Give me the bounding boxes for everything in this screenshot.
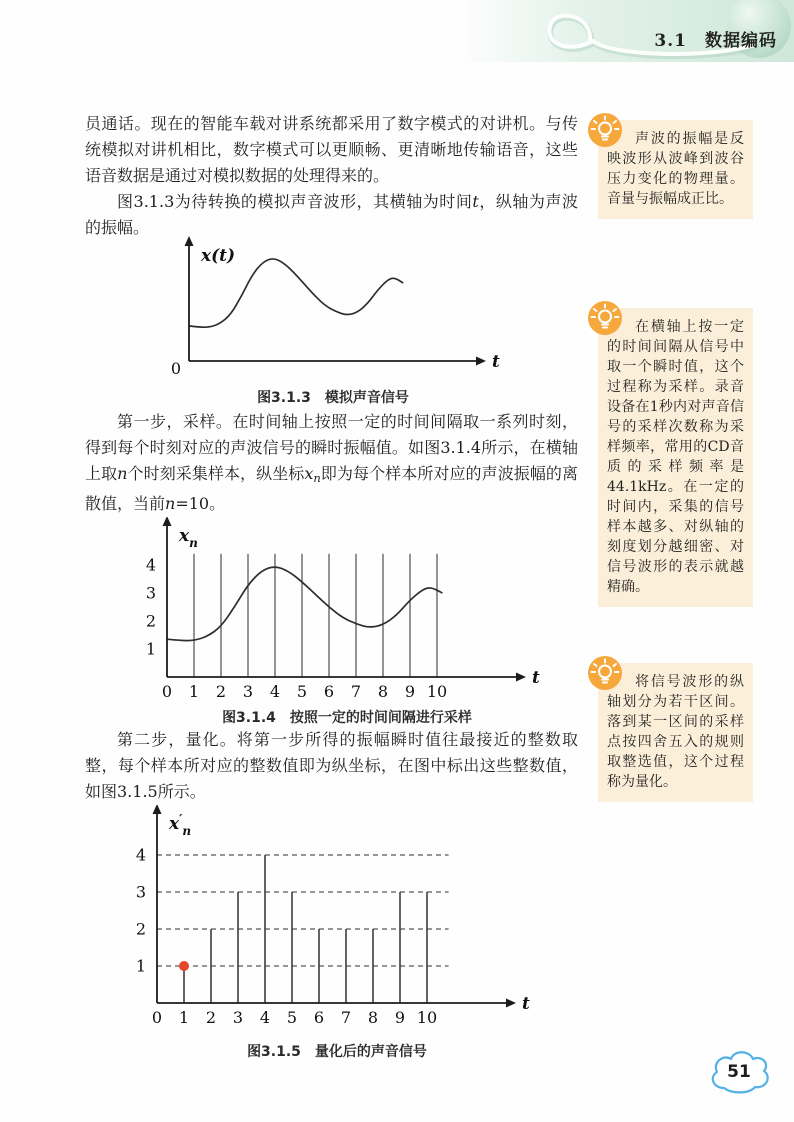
svg-text:0: 0 — [151, 1007, 163, 1027]
svg-text:0: 0 — [161, 681, 173, 701]
figure-3-1-4 — [127, 517, 578, 727]
svg-text:0: 0 — [170, 359, 181, 378]
svg-text:7: 7 — [350, 681, 362, 701]
quantized-chart — [117, 805, 578, 1041]
sidebar-note — [598, 308, 753, 607]
svg-text:4: 4 — [269, 681, 281, 701]
svg-text:4: 4 — [145, 555, 156, 575]
paragraph: 第二步，量化。将第一步所得的振幅瞬时值往最接近的整数取整，每个样本所对应的整数值即为纵坐标，在图中标出这些整数值，如图3.1.5所示。 — [85, 729, 578, 801]
svg-text:8: 8 — [367, 1007, 379, 1027]
svg-text:2: 2 — [215, 681, 227, 701]
svg-text:4: 4 — [135, 845, 146, 865]
svg-text:7: 7 — [340, 1007, 352, 1027]
svg-text:x′n: $x'_n$ — [169, 811, 192, 838]
figure-3-1-5 — [117, 805, 578, 1061]
svg-text:2: 2 — [135, 919, 146, 939]
sampling-chart — [127, 517, 578, 707]
svg-text:6: 6 — [313, 1007, 325, 1027]
svg-text:3: 3 — [135, 882, 146, 902]
svg-text:t: t — [532, 667, 540, 688]
sidebar-note — [598, 120, 753, 219]
paragraph: 第一步，采样。在时间轴上按照一定的时间间隔取一系列时刻，得到每个时刻对应的声波信号的瞬时振幅值。如图3.1.4所示，在横轴上取n个时刻采集样本，纵坐标xn即为每个样本所对应的声波振幅的离散值，当前n=10。 — [85, 412, 578, 513]
paragraph: 员通话。现在的智能车载对讲系统都采用了数字模式的对讲机。与传统模拟对讲机相比，数字模式可以更顺畅、更清晰地传输语音，这些语音数据是通过对模拟数据的处理得来的。 — [85, 114, 578, 185]
lightbulb-icon — [584, 652, 626, 694]
svg-text:6: 6 — [323, 681, 335, 701]
note-text: 声波的振幅是反映波形从波峰到波谷压力变化的物理量。音量与振幅成正比。 — [607, 131, 744, 207]
svg-text:8: 8 — [377, 681, 389, 701]
paragraph: 图3.1.3为待转换的模拟声音波形，其横轴为时间t，纵轴为声波的振幅。 — [85, 192, 578, 237]
note-text: 将信号波形的纵轴划分为若干区间。落到某一区间的采样点按四舍五入的规则取整选值，这个过程称为量化。 — [607, 674, 744, 790]
svg-text:t: t — [492, 352, 500, 372]
analog-signal-chart — [153, 235, 578, 387]
svg-text:2: 2 — [145, 611, 156, 631]
page-number-cloud — [704, 1046, 774, 1098]
svg-text:3: 3 — [242, 681, 254, 701]
svg-text:2: 2 — [205, 1007, 217, 1027]
svg-text:xn: $x_n$ — [179, 525, 198, 550]
svg-text:4: 4 — [259, 1007, 271, 1027]
svg-text:t: t — [522, 993, 530, 1014]
svg-text:9: 9 — [404, 681, 416, 701]
figure-caption: 图3.1.3 模拟声音信号 — [257, 390, 409, 406]
figure-caption: 图3.1.4 按照一定的时间间隔进行采样 — [222, 709, 472, 726]
figure-caption: 图3.1.5 量化后的声音信号 — [247, 1043, 427, 1060]
note-text: 在横轴上按一定的时间间隔从信号中取一个瞬时值，这个过程称为采样。录音设备在1秒内对声音信号的采样次数称为采样频率，常用的CD音质的采样频率是44.1kHz。在一定的时间内，采集的信号样本越多、对纵轴的刻度划分越细密、对信号波形的表示就越精确。 — [607, 319, 744, 595]
svg-text:9: 9 — [394, 1007, 406, 1027]
section-title: 3.1 数据编码 — [654, 31, 777, 51]
svg-text:10: 10 — [416, 1007, 438, 1027]
svg-text:1: 1 — [145, 639, 156, 659]
svg-text:x(t): x(t) — [201, 246, 236, 266]
figure-3-1-3 — [153, 235, 578, 407]
svg-text:10: 10 — [426, 681, 448, 701]
header-banner — [455, 0, 794, 62]
lightbulb-icon — [584, 109, 626, 151]
svg-text:5: 5 — [286, 1007, 298, 1027]
svg-text:3: 3 — [145, 583, 156, 603]
svg-text:5: 5 — [296, 681, 308, 701]
lightbulb-icon — [584, 297, 626, 339]
sidebar-note — [598, 663, 753, 802]
svg-text:1: 1 — [178, 1007, 190, 1027]
svg-text:1: 1 — [135, 956, 146, 976]
svg-text:3: 3 — [232, 1007, 244, 1027]
main-content — [85, 111, 578, 1061]
page-number: 51 — [727, 1062, 751, 1082]
svg-text:1: 1 — [188, 681, 200, 701]
